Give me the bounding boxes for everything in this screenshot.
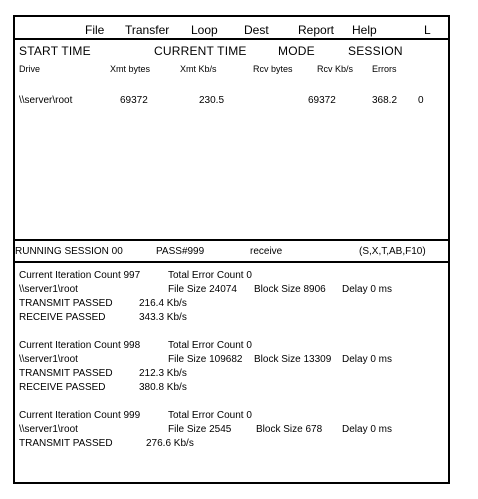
log-file-size: File Size 2545 <box>168 424 232 435</box>
row-drive: \\server\root <box>19 95 73 106</box>
status-mode: receive <box>250 246 283 257</box>
key-hints[interactable]: (S,X,T,AB,F10) <box>359 246 426 257</box>
current-time-header: CURRENT TIME <box>154 44 247 58</box>
start-time-header: START TIME <box>19 44 91 58</box>
status-divider-top <box>15 239 448 241</box>
log-total-errors: Total Error Count 0 <box>168 340 252 351</box>
status-divider-bottom <box>15 261 448 263</box>
log-iteration: Current Iteration Count 998 <box>19 340 141 351</box>
log-transmit-rate: 276.6 Kb/s <box>146 438 194 449</box>
column-xmt-kbs: Xmt Kb/s <box>180 64 217 74</box>
menu-dest[interactable]: Dest <box>244 23 269 37</box>
log-delay: Delay 0 ms <box>342 354 393 365</box>
column-errors: Errors <box>372 64 397 74</box>
row-rcv-bytes: 69372 <box>308 95 336 106</box>
log-transmit: TRANSMIT PASSED <box>19 368 113 379</box>
log-transmit-rate: 212.3 Kb/s <box>139 368 187 379</box>
menu-transfer[interactable]: Transfer <box>125 23 170 37</box>
menu-file[interactable]: File <box>85 23 105 37</box>
log-file-size: File Size 109682 <box>168 354 243 365</box>
log-transmit-rate: 216.4 Kb/s <box>139 298 187 309</box>
log-block-size: Block Size 678 <box>256 424 323 435</box>
log-delay: Delay 0 ms <box>342 424 393 435</box>
log-transmit: TRANSMIT PASSED <box>19 298 113 309</box>
log-path: \\server1\root <box>19 284 78 295</box>
log-block-size: Block Size 8906 <box>254 284 326 295</box>
log-iteration: Current Iteration Count 997 <box>19 270 141 281</box>
log-total-errors: Total Error Count 0 <box>168 410 252 421</box>
log-block-size: Block Size 13309 <box>254 354 332 365</box>
row-xmt-bytes: 69372 <box>120 95 148 106</box>
menu-loop[interactable]: Loop <box>191 23 218 37</box>
log-receive-rate: 380.8 Kb/s <box>139 382 187 393</box>
column-rcv-kbs: Rcv Kb/s <box>317 64 354 74</box>
pass-counter: PASS#999 <box>156 246 205 257</box>
row-xmt-kbs: 230.5 <box>199 95 225 106</box>
log-receive: RECEIVE PASSED <box>19 382 106 393</box>
app-window <box>13 15 450 484</box>
log-path: \\server1\root <box>19 424 78 435</box>
row-rcv-kbs: 368.2 <box>372 95 398 106</box>
menu-l[interactable]: L <box>424 23 431 37</box>
menu-report[interactable]: Report <box>298 23 335 37</box>
row-errors: 0 <box>418 95 424 106</box>
menu-bar <box>15 17 448 40</box>
log-transmit: TRANSMIT PASSED <box>19 438 113 449</box>
log-delay: Delay 0 ms <box>342 284 393 295</box>
mode-header: MODE <box>278 44 315 58</box>
column-xmt-bytes: Xmt bytes <box>110 64 151 74</box>
column-rcv-bytes: Rcv bytes <box>253 64 293 74</box>
log-total-errors: Total Error Count 0 <box>168 270 252 281</box>
log-file-size: File Size 24074 <box>168 284 237 295</box>
running-session: RUNNING SESSION 00 <box>15 246 123 257</box>
log-receive-rate: 343.3 Kb/s <box>139 312 187 323</box>
session-header: SESSION <box>348 44 403 58</box>
log-iteration: Current Iteration Count 999 <box>19 410 141 421</box>
log-path: \\server1\root <box>19 354 78 365</box>
log-receive: RECEIVE PASSED <box>19 312 106 323</box>
menu-help[interactable]: Help <box>352 23 377 37</box>
column-drive: Drive <box>19 64 41 74</box>
